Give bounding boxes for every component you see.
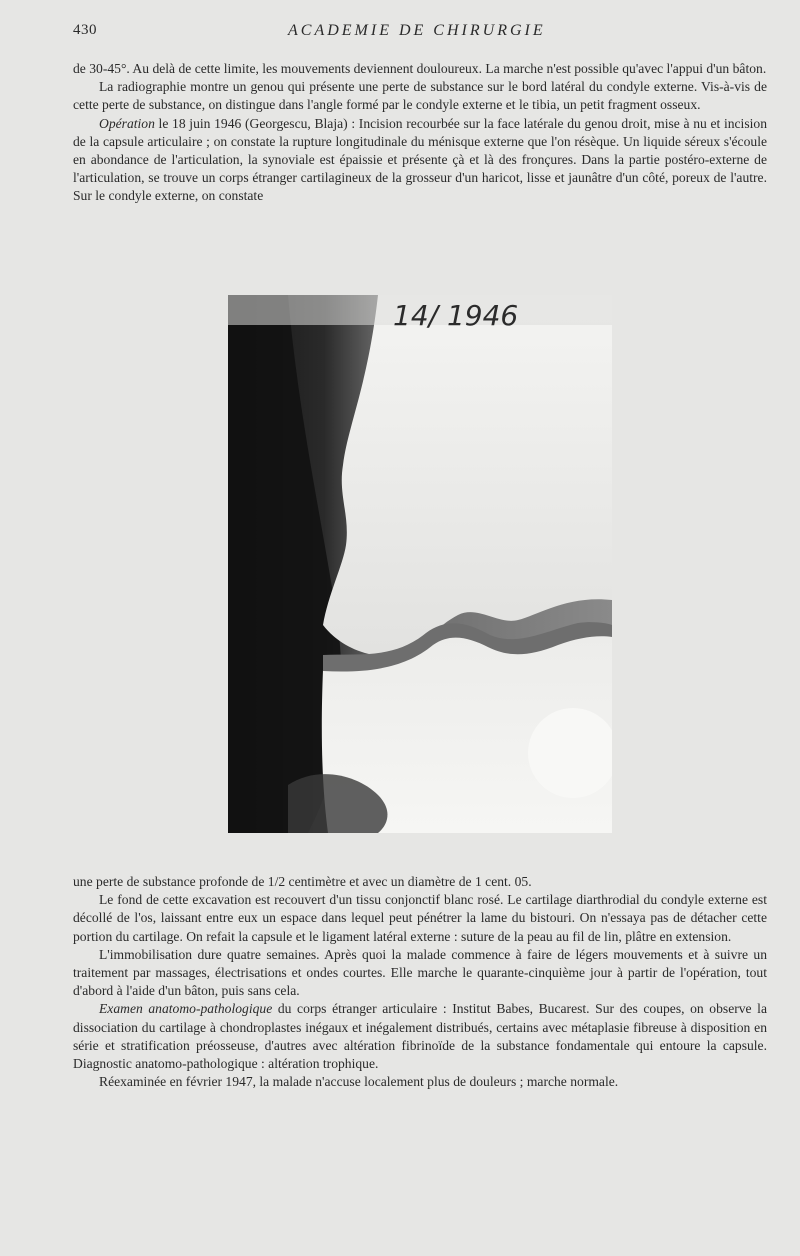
paragraph: Réexaminée en février 1947, la malade n'accuse localement plus de douleurs ; marche normale. (99, 1074, 619, 1090)
paragraph-lead: Opération (99, 115, 155, 131)
paragraph-lead: Examen anatomo-pathologique (99, 1001, 273, 1017)
radiograph-image (228, 295, 612, 833)
paragraph: Opération le 18 juin 1946 (Georgescu, Blaja) : Incision recourbée sur la face latérale du genou droit, mise à nu et incision de la capsule articulaire ; on constate la rupture longitudinale du ménisque externe que l'on résèque. Un liquide séreux s'écoule en abondance de l'articulation, la synoviale est épaissie et présente çà et là des fronçures. Dans la partie postéro-externe de l'articulation, se trouve un corps étranger cartilagineux de la grosseur d'un haricot, lisse et jaunâtre d'un côté, poreux de l'autre. Sur le condyle externe, on constate (73, 115, 767, 204)
handwritten-date: 14/ 1946 (393, 299, 519, 332)
paragraph: de 30-45°. Au delà de cette limite, les mouvements deviennent douloureux. La marche n'est possible qu'avec l'appui d'un bâton. (73, 61, 767, 76)
knee-radiograph (228, 295, 612, 833)
paragraph: L'immobilisation dure quatre semaines. Après quoi la malade commence à faire de légers mouvements et à suivre un traitement par massages, électrisations et ondes courtes. Elle marche le quarante-cinquième jour à partir de l'opération, tout d'abord à l'aide d'un bâton, puis sans cela. (73, 946, 767, 999)
text-block-bottom (73, 873, 767, 1091)
running-title: ACADEMIE DE CHIRURGIE (288, 22, 546, 39)
page-header (73, 22, 770, 44)
text-block-top (73, 60, 767, 206)
paragraph: Examen anatomo-pathologique du corps étranger articulaire : Institut Babes, Bucarest. Sur des coupes, on observe la dissociation du cartilage à chondroplastes inégaux et inégalement distribués, certains avec métaplasie fibreuse à disposition en série et stratification préosseuse, d'autres avec altération fibrinoïde de la substance fondamentale qui entoure la capsule. Diagnostic anatomo-pathologique : altération trophique. (73, 1001, 767, 1072)
paragraph: une perte de substance profonde de 1/2 centimètre et avec un diamètre de 1 cent. 05. (73, 874, 532, 889)
paragraph: Le fond de cette excavation est recouvert d'un tissu conjonctif blanc rosé. Le cartilage diarthrodial du condyle externe est décollé de l'os, laissant entre eux un espace dans lequel peut pénétrer la lame du bistouri. On n'essaya pas de détacher cette portion du cartilage. On refait la capsule et le ligament latéral externe : suture de la peau au fil de lin, plâtre en extension. (73, 892, 767, 944)
paragraph: La radiographie montre un genou qui présente une perte de substance sur le bord latéral du condyle externe. Vis-à-vis de cette perte de substance, on distingue dans l'angle formé par le condyle externe et le tibia, un petit fragment osseux. (73, 79, 767, 113)
page-number: 430 (73, 22, 97, 38)
